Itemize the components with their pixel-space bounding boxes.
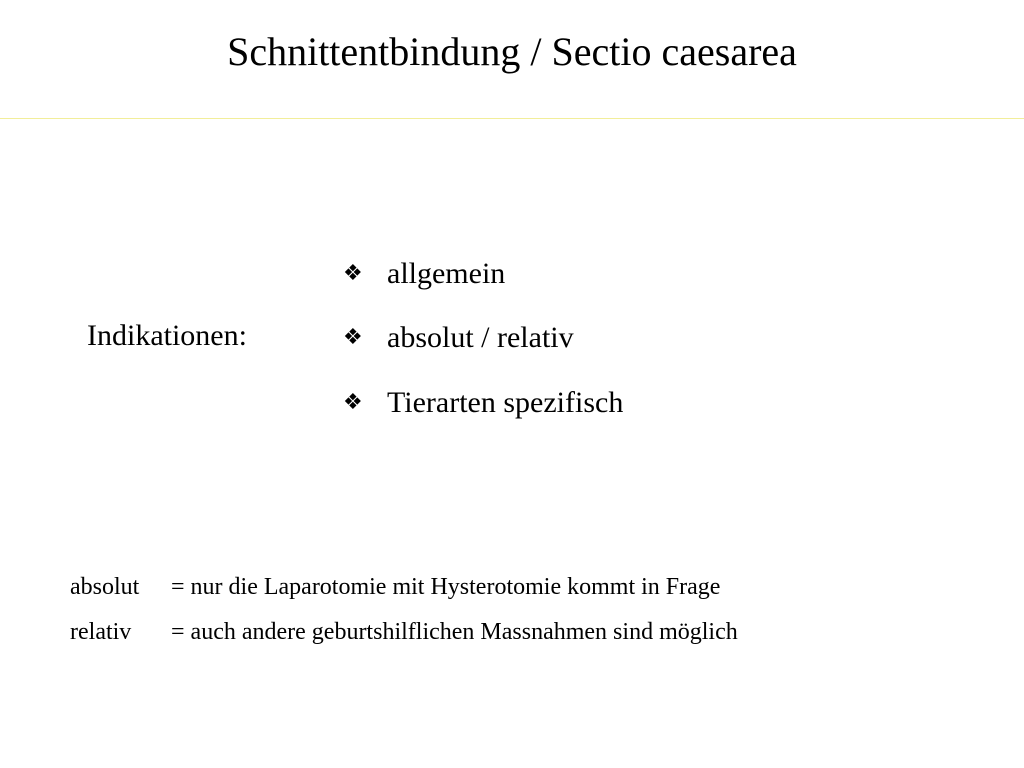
list-item-label: absolut / relativ — [387, 321, 574, 354]
list-item-label: Tierarten spezifisch — [387, 386, 624, 419]
definition-term: relativ — [70, 619, 132, 645]
definition-row-absolut — [70, 572, 720, 602]
definition-row-relativ — [70, 617, 738, 647]
definition-term: absolut — [70, 574, 140, 600]
slide-title: Schnittentbindung / Sectio caesarea — [227, 29, 797, 74]
list-item — [343, 320, 574, 356]
title-divider — [0, 118, 1024, 119]
diamond-bullet-icon: ❖ — [343, 325, 363, 350]
list-item-label: allgemein — [387, 257, 506, 290]
list-item — [343, 385, 623, 421]
definition-text: = auch andere geburtshilflichen Massnahmen sind möglich — [171, 619, 738, 645]
diamond-bullet-icon: ❖ — [343, 261, 363, 286]
diamond-bullet-icon: ❖ — [343, 390, 363, 415]
indications-label: Indikationen: — [87, 319, 247, 352]
list-item — [343, 256, 505, 292]
definition-text: = nur die Laparotomie mit Hysterotomie kommt in Frage — [171, 574, 721, 600]
